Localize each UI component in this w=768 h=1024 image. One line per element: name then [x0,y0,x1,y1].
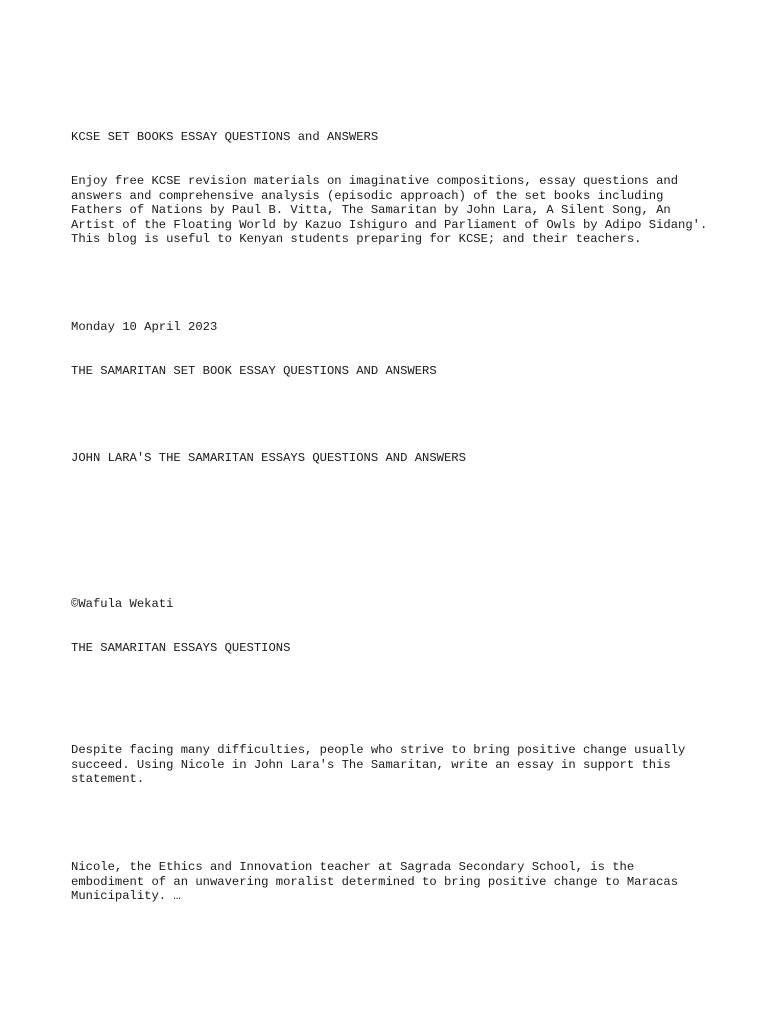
section-heading: THE SAMARITAN ESSAYS QUESTIONS [71,641,291,655]
spacer [71,495,711,568]
blog-title: KCSE SET BOOKS ESSAY QUESTIONS and ANSWERS [71,130,379,145]
spacer [71,276,711,291]
spacer [71,407,711,422]
essay-question: Despite facing many difficulties, people who strive to bring positive change usually succeed. Using Nicole in John Lara's The Samaritan, write an essay in support this statement. [71,743,693,787]
post-title: THE SAMARITAN SET BOOK ESSAY QUESTIONS AND ANSWERS [71,363,437,378]
spacer [71,685,711,714]
answer-excerpt: Nicole, the Ethics and Innovation teacher at Sagrada Secondary School, is the embodiment of an unwavering moralist determined to bring positive change to Maracas Municipality. … [71,859,686,904]
spacer [71,816,711,831]
copyright-notice: ©Wafula Wekati [71,597,174,612]
post-date: Monday 10 April 2023 [71,319,218,334]
post-subtitle: JOHN LARA'S THE SAMARITAN ESSAYS QUESTIONS AND ANSWERS [71,451,466,466]
blog-description: Enjoy free KCSE revision materials on imaginative compositions, essay questions and answers and comprehensive analysis (episodic approach) of the set books including Fathers of Nations by Paul B. Vitta, The Samaritan by John Lara, A Silent Song, An Artist of the Floating World by Kazuo Ishiguro and Parliament of Owls by Adipo Sidang'. This blog is useful to Kenyan students preparing for KCSE; and their teachers. [71,173,715,247]
document-page [71,101,715,918]
